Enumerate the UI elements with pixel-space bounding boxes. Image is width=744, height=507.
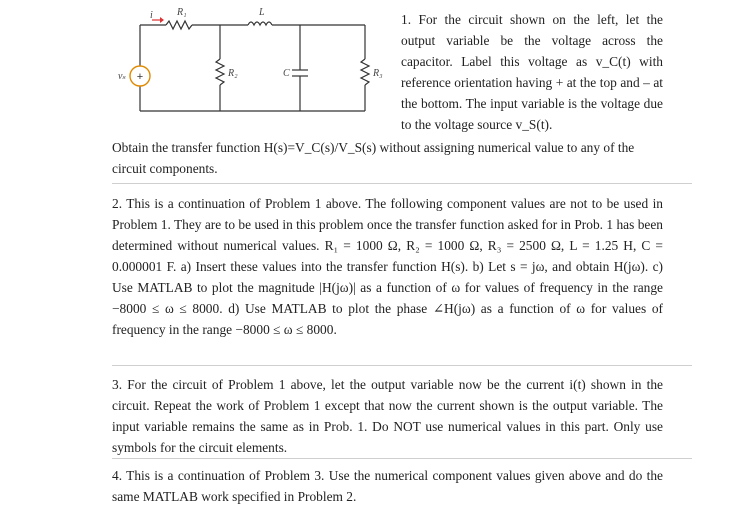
problem4: 4. This is a continuation of Problem 3. Use the numerical component values given above and do the same MATLAB work specified in Problem 2. <box>112 468 663 504</box>
problem1-transfer-function: Obtain the transfer function H(s)=V_C(s)/V_S(s) without assigning numerical value to any of the circuit components. <box>112 140 635 176</box>
label-c: C <box>283 68 290 79</box>
problem2: 2. This is a continuation of Problem 1 above. The following component values are not to be used in Problem 1. They are to be used in this problem once the transfer function asked for in Prob. 1 has been determined without numerical values. R₁ = 1000 Ω, R₂ = 1000 Ω, R₃ = 2500 Ω, L = 1.25 H, C = 0.000001 F. a) Insert these values into the transfer function H(s). b) Let s = jω, and obtain H(jω). c) Use MATLAB to plot the magnitude |H(jω)| as a function of ω for values of frequency in the range −8000 ≤ ω ≤ 8000. d) Use MATLAB to plot the phase ∠H(jω) as a function of ω for values of frequency in the range −8000 ≤ ω ≤ 8000. <box>112 196 663 337</box>
divider <box>112 458 692 459</box>
divider <box>112 365 692 366</box>
problem1-intro: 1. For the circuit shown on the left, let the output variable be the voltage across the capacitor. Label this voltage as v_C(t) with reference orientation having + at the top and – at the bottom. The input variable is the voltage due to the voltage source v_S(t). <box>401 12 663 132</box>
source-plus-sign: + <box>136 71 144 83</box>
label-i: i <box>150 10 153 21</box>
label-vs: vₛ <box>118 71 126 82</box>
label-r1: R₁ <box>177 7 187 18</box>
label-r3: R₃ <box>373 68 383 79</box>
current-arrow-icon <box>152 17 164 23</box>
circuit-schematic <box>110 4 388 124</box>
divider <box>112 183 692 184</box>
circuit-diagram <box>110 4 388 124</box>
label-l: L <box>259 7 265 18</box>
label-r2: R₂ <box>228 68 238 79</box>
problem3: 3. For the circuit of Problem 1 above, let the output variable now be the current i(t) shown in the circuit. Repeat the work of Problem 1 except that now the current shown is the output variable. The input variable remains the same as in Prob. 1. Do NOT use numerical values in this part. Only use symbols for the circuit elements. <box>112 377 663 455</box>
